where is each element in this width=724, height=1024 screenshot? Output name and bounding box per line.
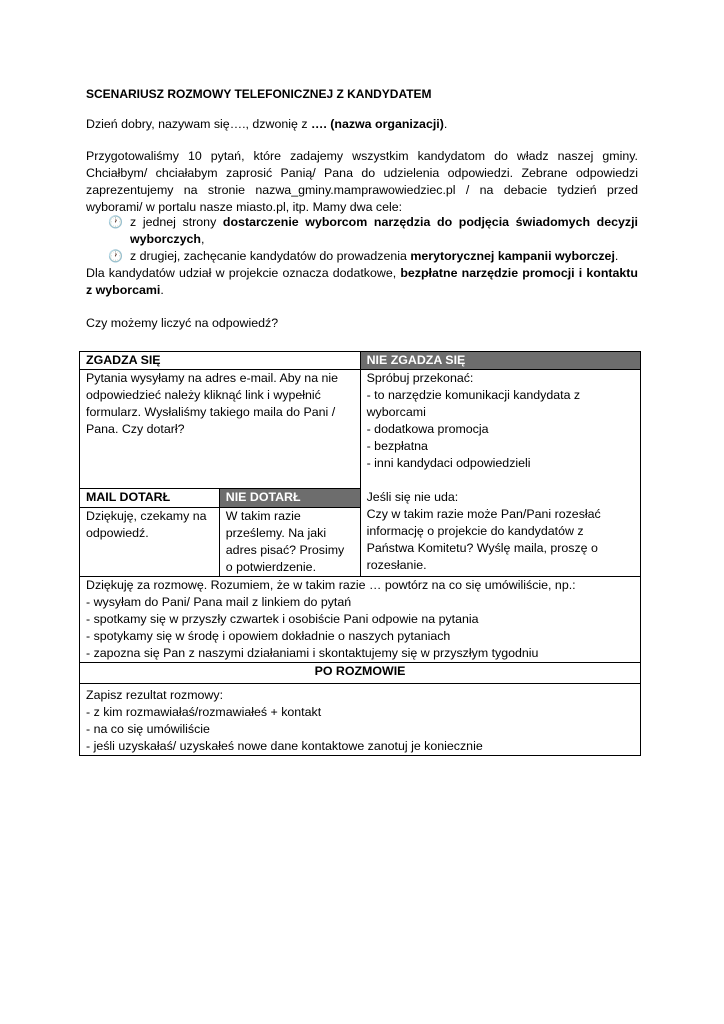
mail-arrived-header: MAIL DOTARŁ: [80, 489, 220, 508]
after-point: - jeśli uzyskałaś/ uzyskałeś nowe dane kontaktowe zanotuj je koniecznie: [86, 739, 483, 753]
thanks-point: - wysyłam do Pani/ Pana mail z linkiem do pytań: [86, 595, 352, 609]
fail-text: Czy w takim razie może Pan/Pani rozesłać informację o projekcie do kandydatów z Państwa Komitetu? Wyślę maila, proszę o rozesłanie.: [366, 507, 601, 572]
document-title: SCENARIUSZ ROZMOWY TELEFONICZNEJ Z KANDYDATEM: [86, 87, 432, 101]
benefit-post: .: [160, 283, 164, 297]
after-point: - z kim rozmawiałaś/rozmawiałeś + kontakt: [86, 705, 322, 719]
disagree-header: NIE ZGADZA SIĘ: [360, 352, 640, 370]
goals-list: [86, 214, 638, 299]
goal-bold: dostarczenie wyborcom narzędzia do podjęcia świadomych decyzji wyborczych: [130, 215, 638, 246]
mail-not-arrived-header: NIE DOTARŁ: [219, 489, 360, 508]
mail-arrived-text: Dziękuję, czekamy na odpowiedź.: [80, 508, 220, 577]
after-point: - na co się umówiliście: [86, 722, 210, 736]
after-header: PO ROZMOWIE: [80, 663, 641, 684]
goal-pre: z jednej strony: [130, 215, 223, 229]
thanks-point: - spotykamy się w środę i opowiem dokładnie o naszych pytaniach: [86, 629, 451, 643]
thanks-intro: Dziękuję za rozmowę. Rozumiem, że w takim razie … powtórz na co się umówiliście, np.:: [86, 578, 576, 592]
agree-header: ZGADZA SIĘ: [80, 352, 361, 370]
goal-bold: merytorycznej kampanii wyborczej: [410, 249, 615, 263]
fail-intro: Jeśli się nie uda:: [366, 490, 459, 504]
question-line: Czy możemy liczyć na odpowiedź?: [86, 316, 279, 330]
goal-item: [86, 248, 638, 265]
after-cell: [80, 684, 641, 756]
greeting-end: .: [443, 117, 448, 131]
persuade-point: - inni kandydaci odpowiedzieli: [366, 456, 531, 470]
persuade-intro: Spróbuj przekonać:: [366, 371, 474, 385]
thanks-point: - spotkamy się w przyszły czwartek i osobiście Pani odpowie na pytania: [86, 612, 479, 626]
greeting-text: Dzień dobry, nazywam się…., dzwonię z: [86, 117, 311, 131]
goal-pre: z drugiej, zachęcanie kandydatów do prowadzenia: [130, 249, 411, 263]
greeting-line: [86, 116, 447, 133]
after-intro: Zapisz rezultat rozmowy:: [86, 688, 224, 702]
disagree-cell: [360, 370, 640, 577]
benefit-line: [86, 265, 638, 299]
clock-icon: 🕐: [108, 249, 123, 263]
greeting-org: …. (nazwa organizacji): [310, 117, 444, 131]
clock-icon: 🕐: [108, 215, 123, 229]
persuade-point: - bezpłatna: [366, 439, 428, 453]
benefit-bold: bezpłatne narzędzie promocji i kontaktu z wyborcami: [86, 266, 638, 297]
goal-post: .: [614, 249, 619, 263]
goal-item: [86, 214, 638, 248]
mail-not-arrived-text: W takim razie prześlemy. Na jaki adres pisać? Prosimy o potwierdzenie.: [219, 508, 360, 577]
benefit-pre: Dla kandydatów udział w projekcie oznacza dodatkowe,: [86, 266, 401, 280]
thanks-cell: [80, 577, 641, 663]
script-table: [79, 351, 641, 756]
agree-text: Pytania wysyłamy na adres e-mail. Aby na nie odpowiedzieć należy kliknąć link i wypełnić formularz. Wysłaliśmy takiego maila do Pani / Pana. Czy dotarł?: [80, 370, 361, 489]
intro-paragraph: Przygotowaliśmy 10 pytań, które zadajemy wszystkim kandydatom do władz naszej gminy. Chciałbym/ chciałabym zaprosić Panią/ Pana do udzielenia odpowiedzi. Zebrane odpowiedzi zaprezentujemy na stronie nazwa_gminy.mamprawowiedziec.pl / na debacie tydzień przed wyborami/ w portalu nasze miasto.pl, itp. Mamy dwa cele:: [86, 149, 638, 214]
goal-post: ,: [200, 232, 205, 246]
thanks-point: - zapozna się Pan z naszymi działaniami i skontaktujemy się w przyszłym tygodniu: [86, 646, 539, 660]
persuade-point: - dodatkowa promocja: [366, 422, 489, 436]
persuade-point: - to narzędzie komunikacji kandydata z wyborcami: [366, 388, 581, 419]
